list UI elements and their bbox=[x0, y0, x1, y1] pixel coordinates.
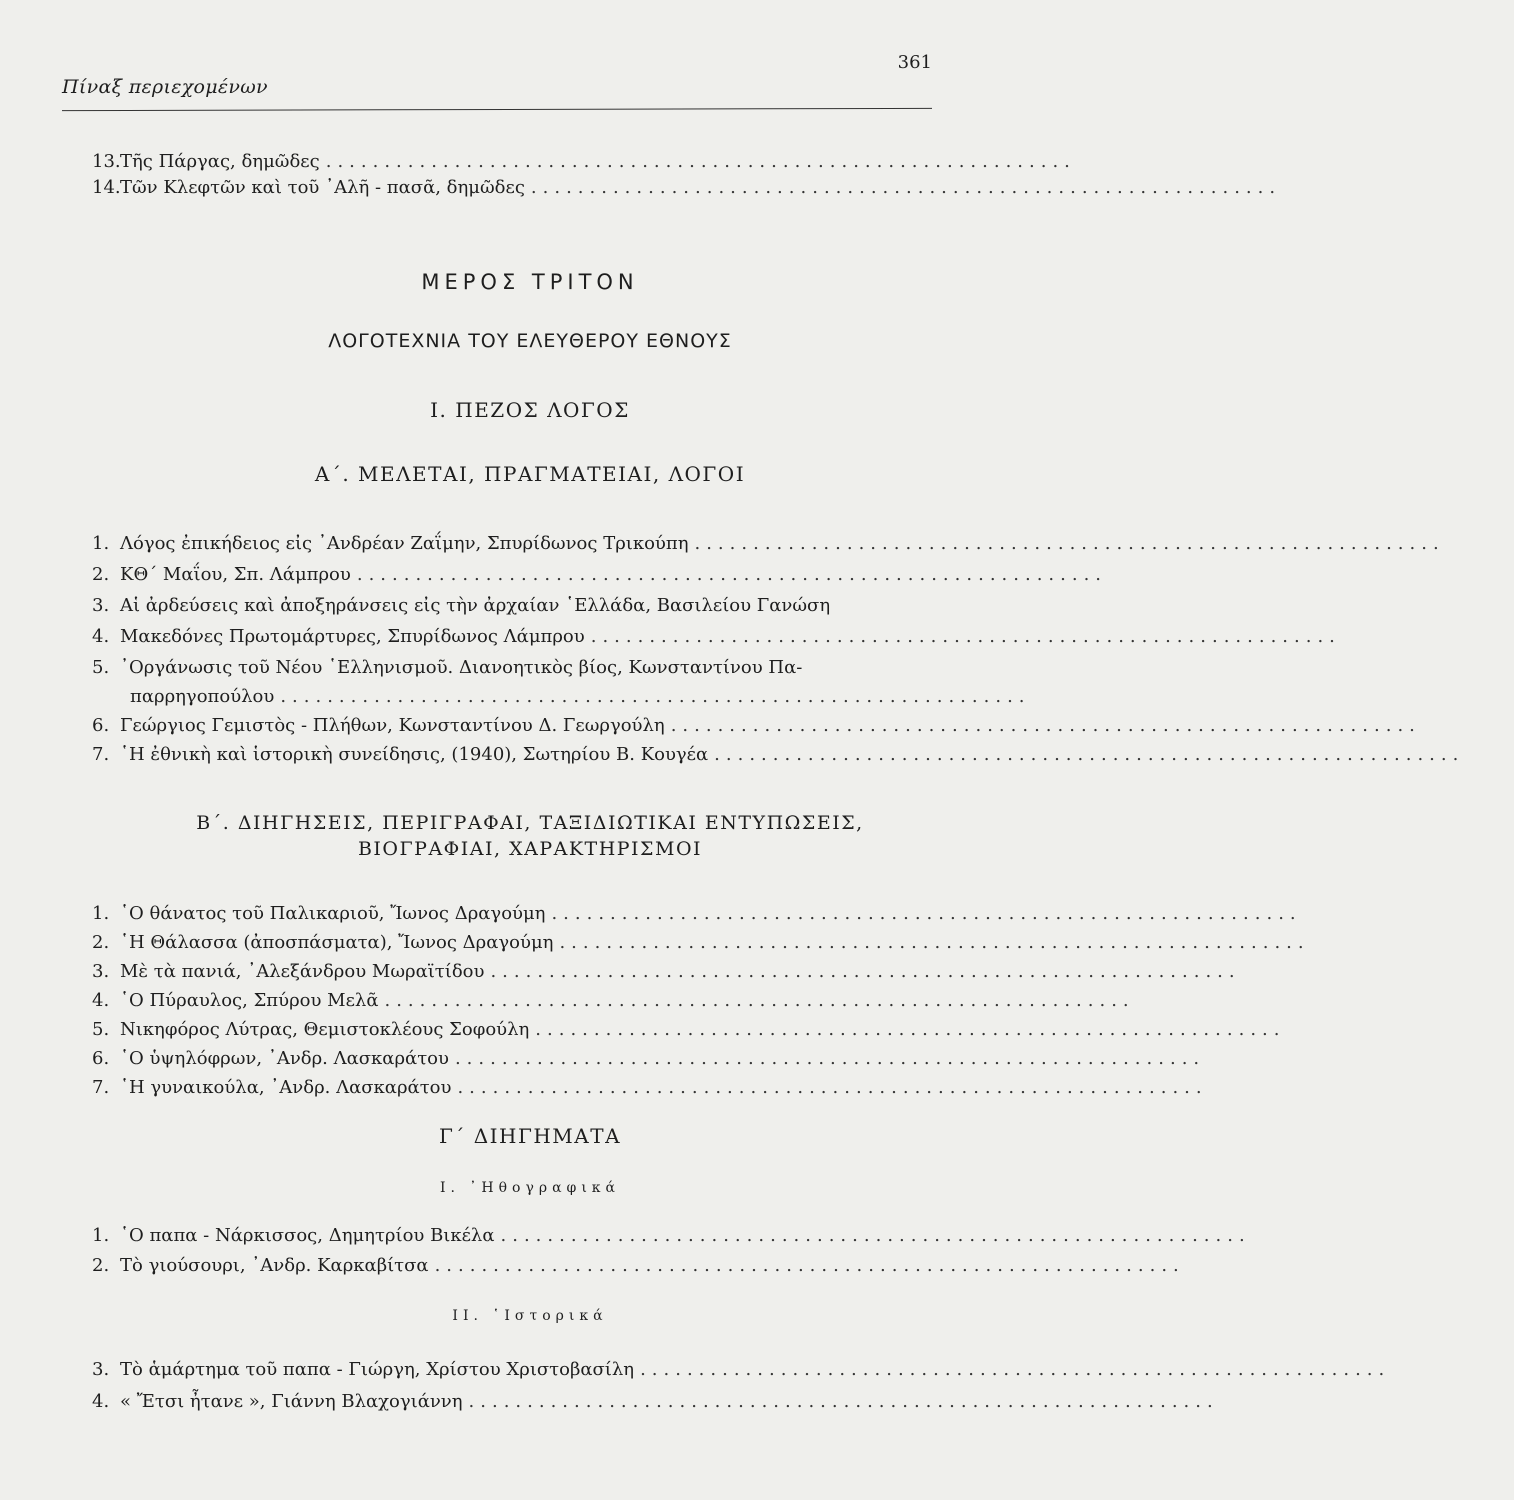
toc-entry bbox=[92, 1045, 1206, 1071]
entry-page bbox=[906, 0, 950, 680]
group-heading: ΙΙ. ῾Ιστορικά bbox=[452, 1308, 608, 1324]
entry-page bbox=[1225, 0, 1269, 1414]
entry-number: 4. bbox=[92, 1391, 110, 1412]
toc-entry bbox=[92, 1388, 1219, 1414]
entry-number: 6. bbox=[92, 715, 110, 736]
toc-entry-continuation bbox=[130, 683, 1031, 709]
dot-leader: ................................................................ bbox=[500, 1225, 1251, 1246]
entry-title: Μὲ τὰ πανιά, ᾿Αλεξάνδρου Μωραϊτίδου bbox=[120, 961, 485, 982]
toc-entry bbox=[92, 1074, 1208, 1100]
entry-number: 1. bbox=[92, 1225, 110, 1246]
entry-number: 3. bbox=[92, 1359, 110, 1380]
entry-title: Μακεδόνες Πρωτομάρτυρες, Σπυρίδωνος Λάμπρου bbox=[120, 626, 585, 647]
dot-leader: ................................................................ bbox=[670, 715, 1421, 736]
entry-page bbox=[1396, 0, 1440, 1382]
entry-title: ᾿Οργάνωσις τοῦ Νέου ῾Ελληνισμοῦ. Διανοητικὸς βίος, Κωνσταντίνου Πα- bbox=[120, 657, 803, 678]
dot-leader: ................................................................ bbox=[454, 1048, 1206, 1069]
dot-leader: ................................................................ bbox=[384, 990, 1135, 1011]
toc-entry bbox=[92, 174, 1282, 200]
entry-title: Γεώργιος Γεμιστὸς - Πλήθων, Κωνσταντίνου Δ. Γεωργούλη bbox=[120, 715, 665, 736]
entry-title: ῾Ο θάνατος τοῦ Παλικαριοῦ, Ἴωνος Δραγούμη bbox=[120, 903, 546, 924]
toc-entry bbox=[92, 530, 1445, 556]
dot-leader: ................................................................ bbox=[434, 1255, 1185, 1276]
page-number: 361 bbox=[897, 52, 932, 73]
entry-title: Νικηφόρος Λύτρας, Θεμιστοκλέους Σοφούλη bbox=[120, 1019, 530, 1040]
dot-leader bbox=[802, 656, 906, 680]
entry-title: ΚΘ΄ Μαΐου, Σπ. Λάμπρου bbox=[120, 564, 351, 585]
dot-leader: ................................................................ bbox=[535, 1019, 1286, 1040]
toc-entry bbox=[92, 958, 1241, 984]
entry-title: ῾Η ἐθνικὴ καὶ ἱστορικὴ συνείδησις, (1940), Σωτηρίου Β. Κουγέα bbox=[120, 744, 709, 765]
entry-number: 2. bbox=[92, 564, 110, 585]
subsection-heading-line2: ΒΙΟΓΡΑΦΙΑΙ, ΧΑΡΑΚΤΗΡΙΣΜΟΙ bbox=[357, 838, 703, 860]
dot-leader: ................................................................ bbox=[530, 177, 1282, 198]
entry-number: 4. bbox=[92, 990, 110, 1011]
dot-leader: ................................................................ bbox=[280, 686, 1031, 707]
entry-title: Τῶν Κλεφτῶν καὶ τοῦ ᾿Αλῆ - πασᾶ, δημῶδες bbox=[120, 177, 525, 198]
toc-entry bbox=[92, 148, 1076, 174]
toc-entry bbox=[92, 987, 1135, 1013]
part-title: ΜΕΡΟΣ ΤΡΙΤΟΝ bbox=[421, 270, 639, 294]
subsection-heading: Γ΄ ΔΙΗΓΗΜΑΤΑ bbox=[438, 1124, 622, 1148]
toc-entry bbox=[92, 900, 1302, 926]
dot-leader: ................................................................ bbox=[694, 533, 1445, 554]
entry-page bbox=[1037, 0, 1081, 709]
part-subtitle: ΛΟΓΟΤΕΧΝΙΑ ΤΟΥ ΕΛΕΥΘΕΡΟΥ ΕΘΝΟΥΣ bbox=[328, 330, 732, 352]
header-rule bbox=[62, 108, 932, 111]
entry-title: ῾Ο Πύραυλος, Σπύρου Μελᾶ bbox=[120, 990, 379, 1011]
entry-number: 7. bbox=[92, 744, 110, 765]
toc-entry bbox=[92, 712, 1421, 738]
entry-number: 4. bbox=[92, 626, 110, 647]
dot-leader: ................................................................ bbox=[325, 151, 1076, 172]
toc-entry bbox=[92, 929, 1310, 955]
entry-number: 13. bbox=[92, 151, 121, 172]
group-heading: Ι. ᾿Ηθογραφικά bbox=[439, 1180, 621, 1196]
entry-number: 2. bbox=[92, 932, 110, 953]
toc-entry bbox=[92, 623, 1341, 649]
entry-page bbox=[1141, 0, 1185, 1013]
entry-title: ῾Ο ὑψηλόφρων, ᾿Ανδρ. Λασκαράτου bbox=[120, 1048, 449, 1069]
entry-number: 5. bbox=[92, 657, 110, 678]
toc-entry bbox=[92, 592, 950, 618]
entry-title: Αἱ ἀρδεύσεις καὶ ἀποξηράνσεις εἰς τὴν ἀρχαίαν ῾Ελλάδα, Βασιλείου Γανώση bbox=[120, 595, 831, 616]
entry-number: 1. bbox=[92, 903, 110, 924]
entry-title: « Ἔτσι ἦτανε », Γιάννη Βλαχογιάννη bbox=[120, 1391, 463, 1412]
entry-page bbox=[1470, 0, 1514, 767]
entry-title: Τὸ ἁμάρτημα τοῦ παπα - Γιώργη, Χρίστου Χριστοβασίλη bbox=[120, 1359, 635, 1380]
entry-number: 3. bbox=[92, 961, 110, 982]
toc-entry bbox=[92, 1356, 1391, 1382]
dot-leader bbox=[830, 594, 906, 618]
subsection-heading: Β΄. ΔΙΗΓΗΣΕΙΣ, ΠΕΡΙΓΡΑΦΑΙ, ΤΑΞΙΔΙΩΤΙΚΑΙ ΕΝΤΥΠΩΣΕΙΣ, bbox=[196, 812, 864, 834]
entry-title: ῾Ο παπα - Νάρκισσος, Δημητρίου Βικέλα bbox=[120, 1225, 495, 1246]
dot-leader: ................................................................ bbox=[490, 961, 1241, 982]
toc-entry bbox=[92, 561, 1108, 587]
running-head: Πίναξ περιεχομένων bbox=[62, 76, 268, 98]
entry-number: 14. bbox=[92, 177, 121, 198]
entry-number: 1. bbox=[92, 533, 110, 554]
subsection-heading: Α΄. ΜΕΛΕΤΑΙ, ΠΡΑΓΜΑΤΕΙΑΙ, ΛΟΓΟΙ bbox=[314, 462, 746, 486]
dot-leader: ................................................................ bbox=[640, 1359, 1391, 1380]
dot-leader: ................................................................ bbox=[559, 932, 1310, 953]
entry-title: ῾Η Θάλασσα (ἀποσπάσματα), Ἴωνος Δραγούμη bbox=[120, 932, 554, 953]
entry-number: 3. bbox=[92, 595, 110, 616]
dot-leader: ................................................................ bbox=[356, 564, 1108, 585]
toc-entry bbox=[92, 1222, 1251, 1248]
toc-entry bbox=[92, 654, 950, 680]
section-heading: Ι. ΠΕΖΟΣ ΛΟΓΟΣ bbox=[430, 398, 630, 422]
entry-title: παρρηγοπούλου bbox=[130, 686, 275, 707]
entry-title: Τῆς Πάργας, δημῶδες bbox=[120, 151, 320, 172]
toc-entry bbox=[92, 1016, 1286, 1042]
entry-title: ῾Η γυναικούλα, ᾿Ανδρ. Λασκαράτου bbox=[120, 1077, 452, 1098]
dot-leader: ................................................................ bbox=[457, 1077, 1208, 1098]
toc-entry bbox=[92, 1252, 1185, 1278]
toc-entry bbox=[92, 741, 1465, 767]
entry-title: Λόγος ἐπικήδειος εἰς ᾿Ανδρέαν Ζαΐμην, Σπυρίδωνος Τρικούπη bbox=[120, 533, 689, 554]
dot-leader: ................................................................ bbox=[590, 626, 1341, 647]
dot-leader: ................................................................ bbox=[714, 744, 1465, 765]
entry-number: 5. bbox=[92, 1019, 110, 1040]
entry-title: Τὸ γιούσουρι, ᾿Ανδρ. Καρκαβίτσα bbox=[120, 1255, 429, 1276]
dot-leader: ................................................................ bbox=[551, 903, 1302, 924]
dot-leader: ................................................................ bbox=[468, 1391, 1219, 1412]
entry-number: 6. bbox=[92, 1048, 110, 1069]
entry-number: 2. bbox=[92, 1255, 110, 1276]
entry-number: 7. bbox=[92, 1077, 110, 1098]
